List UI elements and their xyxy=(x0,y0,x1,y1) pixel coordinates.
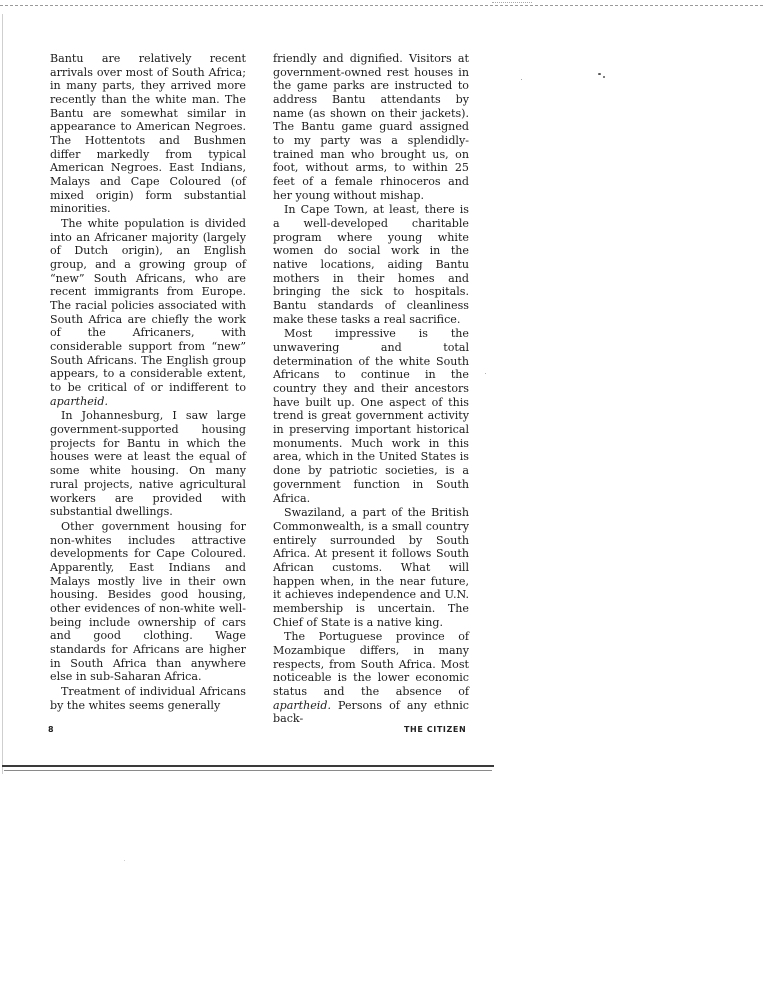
paragraph-text: In Cape Town, at least, there is a well-developed charitable program where young white women do social work in the native locations, aiding Bantu mothers in their homes and bringing the sick to hospitals. Bantu standards of cleanliness make these tasks a real sacrifice. xyxy=(273,203,469,326)
paragraph xyxy=(273,52,469,202)
scan-speck xyxy=(521,79,522,80)
scan-speck xyxy=(485,373,486,374)
paragraph xyxy=(50,52,246,216)
paragraph xyxy=(50,685,246,712)
scan-speck xyxy=(598,73,601,75)
paragraph xyxy=(50,409,246,518)
paragraph-text: The Portuguese province of Mozambique differs, in many respects, from South Africa. Most noticeable is the lower economic status and the absence of xyxy=(273,630,469,698)
paragraph-text: Bantu are relatively recent arrivals over most of South Africa; in many parts, they arrived more recently than the white man. The Bantu are somewhat similar in appearance to American Negroes. The Hottentots and Bushmen differ markedly from typical American Negroes. East Indians, Malays and Cape Coloured (of mixed origin) form substantial minorities. xyxy=(50,52,246,216)
paragraph xyxy=(273,203,469,326)
page-number: 8 xyxy=(48,725,54,734)
paragraph xyxy=(273,506,469,629)
paragraph xyxy=(273,327,469,505)
paragraph xyxy=(50,520,246,684)
paragraph xyxy=(273,630,469,726)
paragraph-emphasis: apartheid. xyxy=(50,394,108,408)
scan-speck xyxy=(603,76,605,78)
page-left-edge xyxy=(2,14,3,774)
paragraph-text: friendly and dignified. Visitors at government-owned rest houses in the game parks are instructed to address Bantu attendants by name (as shown on their jackets). The Bantu game guard assigned to my party was a splendidly-trained man who brought us, on foot, without arms, to within 25 feet of a female rhinoceros and her young without mishap. xyxy=(273,52,469,202)
paragraph-text: Swaziland, a part of the British Commonwealth, is a small country entirely surrounded by South Africa. At present it follows South African customs. What will happen when, in the near future, it achieves independence and U.N. membership is uncertain. The Chief of State is a native king. xyxy=(273,506,469,629)
paragraph-emphasis: apartheid. xyxy=(273,698,331,712)
paragraph-text: The white population is divided into an Africaner majority (largely of Dutch origin), an English group, and a growing group of “new” South Africans, who are recent immigrants from Europe. The racial policies associated with South Africa are chiefly the work of the Africaners, with considerable support from “new” South Africans. The English group appears, to a considerable extent, to be critical of or indifferent to xyxy=(50,217,246,395)
page-bottom-shadow xyxy=(4,770,492,771)
paragraph-text: Other government housing for non-whites includes attractive developments for Cape Coloured. Apparently, East Indians and Malays mostly live in their own housing. Besides good housing, other evidences of non-white well-being include ownership of cars and good clothing. Wage standards for Africans are higher in South Africa than anywhere else in sub-Saharan Africa. xyxy=(50,519,246,684)
article-column-left xyxy=(50,52,246,712)
paragraph-text: Treatment of individual Africans by the whites seems generally xyxy=(50,684,246,712)
paragraph-text: In Johannesburg, I saw large government-supported housing projects for Bantu in which the houses were at least the equal of some white housing. On many rural projects, native agricultural workers are provided with substantial dwellings. xyxy=(50,409,246,519)
article-column-right xyxy=(273,52,469,726)
page-bottom-edge xyxy=(2,765,494,767)
paragraph-text: Most impressive is the unwavering and total determination of the white South Africans to continue in the country they and their ancestors have built up. One aspect of this trend is great government activity in preserving important historical monuments. Much work in this area, which in the United States is done by patriotic societies, is a government function in South Africa. xyxy=(273,327,469,505)
scan-speck xyxy=(124,860,125,861)
running-footer: THE CITIZEN xyxy=(404,725,467,734)
paragraph-tail: Persons of any ethnic back- xyxy=(273,698,470,726)
paragraph xyxy=(50,217,246,408)
scan-top-scuff xyxy=(492,2,532,7)
